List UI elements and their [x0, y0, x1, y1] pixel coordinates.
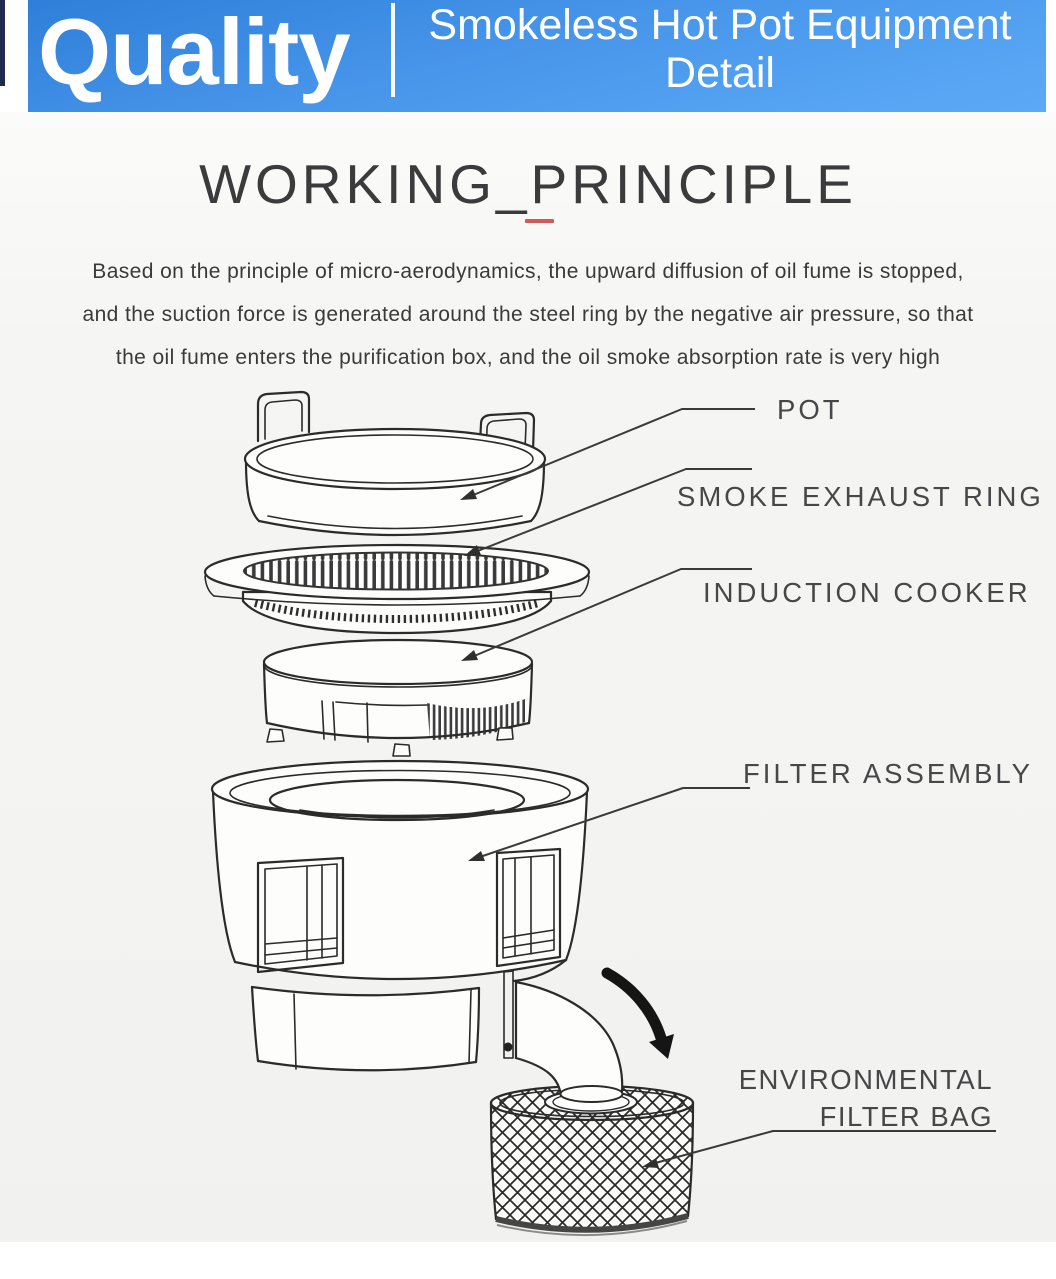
smoke-exhaust-ring-label: SMOKE EXHAUST RING: [677, 481, 1044, 512]
brand-title: Quality: [38, 0, 350, 104]
banner-title-line1: Smokeless Hot Pot Equipment: [428, 1, 1012, 49]
elbow-pipe-drawing: [516, 982, 623, 1102]
intro-line-2: and the suction force is generated around the steel ring by the negative air pressure, so that: [82, 303, 974, 326]
smoke-exhaust-ring-drawing: [205, 545, 589, 633]
environmental-filter-bag-label-line1: ENVIRONMENTAL: [738, 1064, 993, 1095]
airflow-arrow: [607, 973, 674, 1059]
filter-assembly-label: FILTER ASSEMBLY: [743, 758, 1034, 789]
environmental-filter-bag-label-line2: FILTER BAG: [819, 1101, 993, 1132]
filter-bag-leader-line: [648, 1131, 996, 1165]
bottom-white-strip: [0, 1242, 1056, 1279]
induction-cooker-drawing: [264, 640, 532, 756]
diagram-labels: [677, 394, 1044, 1132]
induction-cooker-label: INDUCTION COOKER: [703, 577, 1031, 608]
pot-label: POT: [777, 394, 843, 425]
intro-line-1: Based on the principle of micro-aerodynamics, the upward diffusion of oil fume is stopped,: [92, 260, 964, 283]
section-title: WORKING_PRINCIPLE: [199, 153, 857, 215]
banner-title-line2: Detail: [665, 49, 775, 97]
pot-drawing: [245, 392, 545, 535]
intro-line-3: the oil fume enters the purification box, and the oil smoke absorption rate is very high: [115, 346, 941, 369]
